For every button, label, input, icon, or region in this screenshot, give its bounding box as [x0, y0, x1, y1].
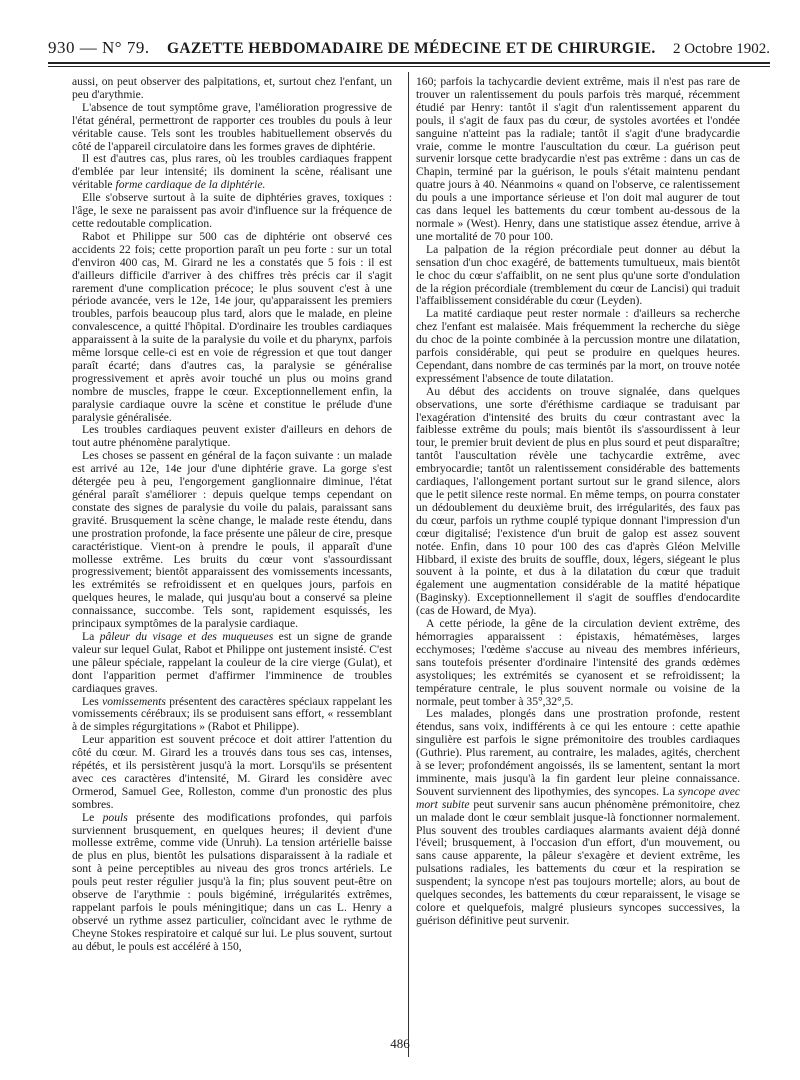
paragraph	[416, 618, 740, 708]
issue-date: 2 Octobre 1902.	[672, 41, 770, 57]
italic-term: pouls	[102, 810, 128, 824]
italic-term: syncope avec mort subite	[416, 784, 740, 811]
paragraph	[72, 734, 392, 811]
paragraph-text: Les choses se passent en général de la façon suivante : un malade est arrivé au 12e, 14e jour d'une diphtérie grave. La gorge s'est détergée peu à peu, l'engorgement ganglionnaire diminue, l'état général paraît s'améliorer : depuis quelque temps cependant on constate des signes de paralysie du voile du palais, paraissant sans gravité. Brusquement la scène change, le malade reste étendu, dans une prostration profonde, la face présente une pâleur de cire, presque caractéristique. Vient-on à prendre le pouls, il apparaît d'une mollesse extrême. Les bruits du cœur vont s'assourdissant progressivement; bientôt apparaissent des vomissements incessants, les extrémités se refroidissent et en quelques jours, parfois en quelques heures, le malade, qui jusqu'au bout a conservé sa pleine connaissance, succombe. Tels sont, rapidement esquissés, les principaux symptômes de la paralysie cardiaque.	[72, 449, 392, 631]
paragraph-text: Il est d'autres cas, plus rares, où les troubles cardiaques frappent d'emblée par leur intensité; ils dominent la scène, réalisant une véritable	[72, 152, 392, 192]
paragraph	[72, 102, 392, 154]
paragraph-text: L'absence de tout symptôme grave, l'amélioration progressive de l'état général, permettront de rapporter ces troubles du pouls à leur véritable cause. Tels sont les troubles habituellement observés du côté de l'appareil circulatoire dans les formes graves de diphtérie.	[72, 100, 392, 153]
paragraph-text: La matité cardiaque peut rester normale : d'ailleurs sa recherche chez l'enfant est malaisée. Mais fréquemment la recherche du siège du choc de la pointe combinée à la percussion montre une dilatation, parfois considérable, qui peut se produire en quelques heures. Cependant, dans nombre de cas terminés par la mort, on trouve notée expressément l'absence de toute dilatation.	[416, 307, 740, 385]
left-column	[72, 76, 392, 954]
paragraph	[72, 696, 392, 735]
italic-term: vomissements	[102, 694, 166, 708]
header-rule-thick	[48, 62, 770, 64]
paragraph	[72, 631, 392, 696]
paragraph-text: 160; parfois la tachycardie devient extrême, mais il n'est pas rare de trouver un ralentissement du pouls parfois très marqué, récemment étudié par Henry: tantôt il s'agit d'un ralentissement apparent du pouls, il s'agit de faux pas du cœur, de systoles avortées et l'ondée sanguine n'atteint pas la radiale; tantôt il s'agit d'une bradycardie vraie, comme le montre l'auscultation du cœur. La guérison peut survenir lorsque cette bradycardie n'est pas extrême : dans un cas de Chapin, terminé par la guérison, le pouls s'était maintenu pendant quatre jours à 40. Néanmoins « quand on l'observe, ce ralentissement du pouls a une importance sérieuse et l'on doit mal augurer de tout cas dans lequel les battements du cœur tombent au-dessous de la normale » (West). Henry, dans une statistique assez étendue, arrive à une mortalité de 70 pour 100.	[416, 75, 740, 243]
page-header	[48, 38, 770, 60]
paragraph	[72, 192, 392, 231]
paragraph	[72, 231, 392, 425]
paragraph-text: Rabot et Philippe sur 500 cas de diphtérie ont observé ces accidents 22 fois; cette proportion paraît un peu forte : sur un total d'environ 400 cas, M. Girard ne les a constatés que 5 fois : il est d'ailleurs difficile d'arriver à des chiffres très précis car il s'agit rarement d'une complication précoce; le plus souvent c'est à une période avancée, vers le 12e, 14e jour, qu'apparaissent les premiers troubles, parfois beaucoup plus tard, alors que le malade, en pleine convalescence, a quitté l'hôpital. D'ordinaire les troubles cardiaques apparaissent à la suite de la paralysie du voile et du pharynx, parfois même lorsque celle-ci est en voie de régression et que tout danger paraît écarté; dans d'autres cas, la paralysie se généralise progressivement et après avoir touché un plus ou moins grand nombre de muscles, frappe le cœur. Exceptionnellement enfin, la paralysie cardiaque ouvre la scène et constitue le prélude d'une paralysie généralisée.	[72, 229, 392, 424]
paragraph	[416, 708, 740, 927]
paragraph	[72, 450, 392, 631]
italic-term: forme cardiaque de la diphtérie.	[115, 178, 266, 192]
paragraph-text: est un signe de grande valeur sur lequel Gulat, Rabot et Philippe ont justement insisté. C'est une pâleur spéciale, rappelant la couleur de la cire vierge (Gulat), et dont l'apparition permet d'affirmer l'imminence de troubles cardiaques graves.	[72, 629, 392, 695]
paragraph-text: Les malades, plongés dans une prostration profonde, restent étendus, sans voix, indifférents à ce qui les entoure : cette apathie singulière est parfois le signe prémonitoire des troubles cardiaques (Guthrie). Plus rarement, au contraire, les malades, agités, cherchent à se lever; profondément angoissés, ils se lamentent, sentant la mort imminente, mais jusqu'à la fin gardent leur pleine connaissance. Souvent surviennent des lipothymies, des syncopes. La	[416, 707, 740, 798]
paragraph	[416, 308, 740, 385]
paragraph-text: La	[82, 629, 100, 643]
paragraph	[72, 424, 392, 450]
paragraph-text: A cette période, la gêne de la circulation devient extrême, des hémorragies apparaissent : épistaxis, hématémèses, larges ecchymoses; l'œdème s'accuse au niveau des membres inférieurs, sans toutefois présenter d'ordinaire l'intensité des grands œdèmes asystoliques; les extrémités se cyanosent et se refroidissent; la température centrale, le plus souvent normale ou voisine de la normale, peut tomber à 35°,32°,5.	[416, 617, 740, 708]
italic-term: pâleur du visage et des muqueuses	[99, 629, 274, 643]
journal-title: GAZETTE HEBDOMADAIRE DE MÉDECINE ET DE CHIRURGIE.	[166, 40, 656, 57]
paragraph-text: Les troubles cardiaques peuvent exister d'ailleurs en dehors de tout autre phénomène paralytique.	[72, 423, 392, 450]
paragraph-text: Les	[82, 694, 103, 708]
paragraph	[72, 153, 392, 192]
header-rule-thin	[48, 66, 770, 67]
paragraph-text: Leur apparition est souvent précoce et doit attirer l'attention du côté du cœur. M. Girard les a trouvés dans tous ses cas, intenses, répétés, et ils persistèrent jusqu'à la mort. Lorsqu'ils se présentent avec ces caractères d'intensité, M. Girard les considère avec Ormerod, Samuel Gee, Rolleston, comme d'un pronostic des plus sombres.	[72, 733, 392, 811]
paragraph	[72, 812, 392, 954]
paragraph-text: présente des modifications profondes, qui parfois surviennent brusquement, en quelques heures; il devient d'une mollesse extrême, comme vide (Unruh). La tension artérielle baisse de plus en plus, bientôt les pulsations disparaissent à la radiale et sont à peine perceptibles au niveau des gros troncs artériels. Le pouls peut rester régulier jusqu'à la fin; plus souvent peut-être on observe de l'arythmie : pouls bigéminé, irrégularités extrêmes, rappelant parfois le pouls méningitique; dans un cas L. Henry a observé un rythme assez particulier, coïncidant avec le rythme de Cheyne Stokes respiratoire et calqué sur lui. Le plus souvent, surtout au début, le pouls est accéléré à 150,	[72, 810, 392, 953]
paragraph-text: La palpation de la région précordiale peut donner au début la sensation d'un choc exagéré, de battements tumultueux, mais bientôt le choc du cœur s'affaiblit, on ne sent plus qu'une sorte d'ondulation de la région précordiale (tremblement du cœur de Lancisi) qui traduit l'affaiblissement considérable du cœur (Leyden).	[416, 242, 740, 308]
paragraph	[416, 76, 740, 244]
paragraph-text: présentent des caractères spéciaux rappelant les vomissements cérébraux; ils se produisent sans effort, « ressemblant à de simples régurgitations » (Rabot et Philippe).	[72, 694, 393, 734]
right-column	[416, 76, 740, 928]
paragraph-text: Le	[82, 810, 103, 824]
page-footer-number: 486	[390, 1036, 410, 1051]
column-divider	[408, 72, 409, 1057]
paragraph-text: Au début des accidents on trouve signalée, dans quelques observations, une sorte d'éréthisme cardiaque se traduisant par l'exagération d'intensité des bruits du cœur contrastant avec la faiblesse extrême du pouls; mais bientôt ils s'assourdissent à leur tour, le premier bruit devient de plus en plus sourd et peut disparaître; tantôt l'auscultation révèle une tachycardie extrême, avec embryocardie; tantôt un ralentissement considérable des battements cardiaques, l'allongement portant surtout sur le grand silence, alors que le petit silence reste normal. En même temps, on pourra constater un dédoublement du deuxième bruit, des irrégularités, des faux pas du cœur, parfois un rythme couplé typique donnant l'impression d'un cœur digitalisé; l'existence d'un bruit de galop est assez souvent notée. Enfin, dans 10 pour 100 des cas d'après Gléon Melville Hibbard, il existe des bruits de souffle, doux, légers, siégeant le plus souvent à la pointe, et dus à la dilatation du cœur que traduit également une augmentation considérable de la matité hépatique (Baginsky). Exceptionnellement il s'agit de souffles d'endocardite (cas de Howard, de Mya).	[416, 384, 740, 618]
paragraph	[72, 76, 392, 102]
paragraph-text: aussi, on peut observer des palpitations, et, surtout chez l'enfant, un peu d'arythmie.	[72, 75, 392, 101]
paragraph	[416, 244, 740, 309]
paragraph-text: Elle s'observe surtout à la suite de diphtéries graves, toxiques : l'âge, le sexe ne paraissent pas avoir d'influence sur la fréquence de cette redoutable complication.	[72, 191, 392, 230]
page-number-header: 930 — N° 79.	[48, 38, 150, 57]
paragraph-text: peut survenir sans aucun phénomène prémonitoire, chez un malade dont le cœur semblait jusque-là fonctionner normalement. Plus souvent des troubles cardiaques alarmants avaient déjà donné l'éveil; brusquement, à l'occasion d'un effort, d'un mouvement, ou sans cause apparente, la pâleur s'exagère et devient extrême, les pulsations radiales, les battements du cœur et la respiration se suspendent; la syncope n'est pas toujours mortelle; alors, au bout de quelques secondes, les battements du cœur reparaissent, le visage se colore et quelquefois, malgré plusieurs syncopes successives, la guérison définitive peut survenir.	[416, 797, 740, 927]
paragraph	[416, 386, 740, 618]
